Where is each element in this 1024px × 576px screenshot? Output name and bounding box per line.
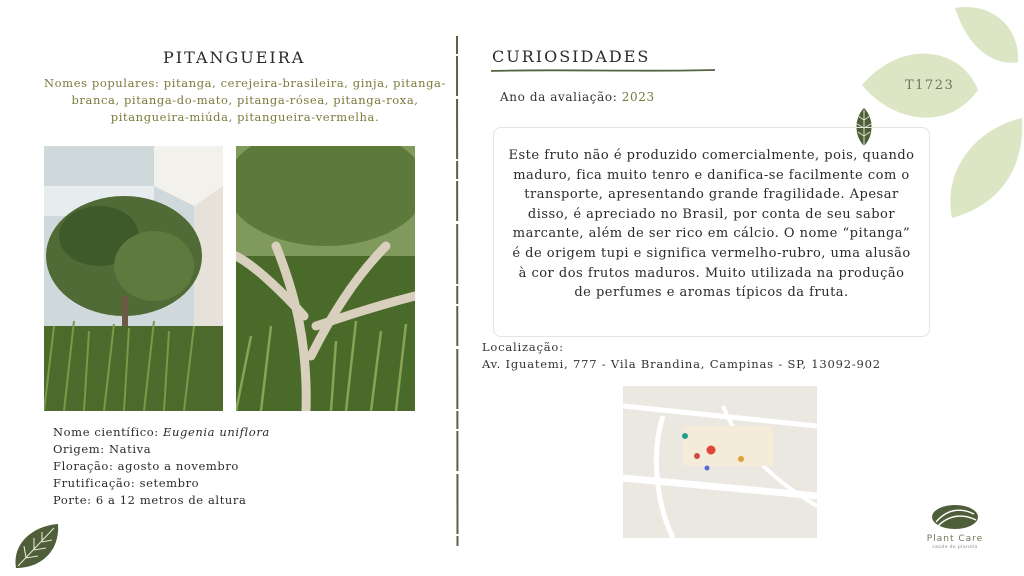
plant-title: PITANGUEIRA xyxy=(163,48,306,67)
curiosities-title: CURIOSIDADES xyxy=(492,47,651,66)
corner-leaf-icon xyxy=(12,522,60,570)
scientific-value: Eugenia uniflora xyxy=(163,425,270,439)
year-label: Ano da avaliação: xyxy=(500,90,622,104)
scientific-label: Nome científico: xyxy=(53,425,164,439)
location-map[interactable] xyxy=(623,386,817,538)
location-address: Av. Iguatemi, 777 - Vila Brandina, Campinas - SP, 13092-902 xyxy=(482,357,881,371)
flowering-row: Floração: agosto a novembro xyxy=(53,459,239,473)
year-value: 2023 xyxy=(621,90,655,104)
leaf-top-shape xyxy=(955,7,1018,63)
tree-code: T1723 xyxy=(905,78,955,93)
title-underline xyxy=(491,68,715,73)
map-marker-icon xyxy=(707,446,716,455)
location xyxy=(482,339,881,373)
logo-name: Plant Care xyxy=(926,534,984,544)
size-row: Porte: 6 a 12 metros de altura xyxy=(53,493,247,507)
vertical-divider xyxy=(455,36,459,546)
popular-names: Nomes populares: pitanga, cerejeira-brasileira, ginja, pitanga-branca, pitanga-do-mato, pitanga-rósea, pitanga-roxa, pitangueira-miúda, pitangueira-vermelha. xyxy=(44,76,446,124)
scientific-name-row xyxy=(53,424,270,441)
plant-care-logo-icon xyxy=(930,502,980,532)
origin-row: Origem: Nativa xyxy=(53,442,152,456)
location-label: Localização: xyxy=(482,340,564,354)
tree-photo-wall xyxy=(44,146,223,411)
curiosity-text: Este fruto não é produzido comercialmente, pois, quando maduro, fica muito tenro e danifica-se facilmente com o transporte, apresentando grande fragilidade. Apesar disso, é apreciado no Brasil, por conta de seu sabor marcante, além de ser rico em cálcio. O nome “pitanga” é de origem tupi e significa vermelho-rubro, uma alusão à cor dos frutos maduros. Muito utilizada na produção de perfumes e aromas típicos da fruta. xyxy=(508,148,915,301)
logo-tagline: saúde do planeta xyxy=(932,545,978,550)
plant-info xyxy=(53,424,270,509)
evaluation-year xyxy=(500,90,655,104)
leaf-bottom-shape xyxy=(950,118,1022,218)
curiosity-card xyxy=(493,127,930,337)
fruiting-row: Frutificação: setembro xyxy=(53,476,200,490)
tree-photo-trunk xyxy=(236,146,415,411)
